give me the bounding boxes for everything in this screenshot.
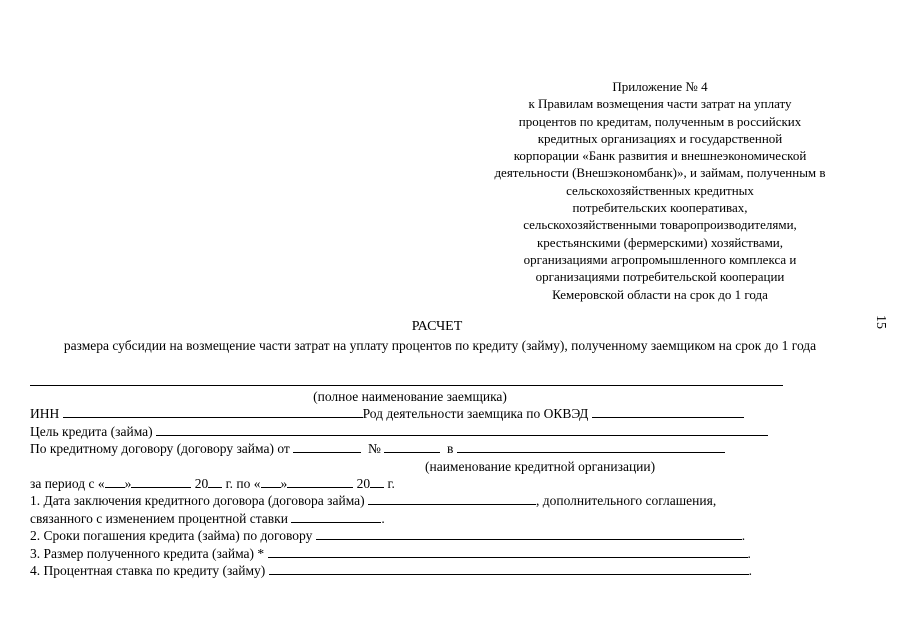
bank-name-field[interactable] — [457, 440, 725, 453]
repayment-terms-field[interactable] — [316, 527, 742, 540]
appendix-line: Кемеровской области на срок до 1 года — [552, 286, 768, 302]
dot: . — [748, 562, 753, 578]
item-4-label: 4. Процентная ставка по кредиту (займу) — [30, 562, 266, 578]
item-3-label: 3. Размер полученного кредита (займа) * — [30, 545, 265, 561]
period-to-month-field[interactable] — [287, 475, 353, 488]
agreement-number-field[interactable] — [384, 440, 440, 453]
item-3-row — [30, 545, 790, 562]
purpose-row — [30, 423, 790, 440]
appendix-line: деятельности (Внешэкономбанк)», и займам, полученным в — [494, 165, 826, 181]
document-title: РАСЧЕТ — [411, 319, 463, 334]
agreement-date-field[interactable] — [293, 440, 361, 453]
appendix-line: сельскохозяйственными товаропроизводителями, — [523, 217, 797, 233]
period-from-month-field[interactable] — [131, 475, 191, 488]
appendix-line: корпорации «Банк развития и внешнеэкономической — [513, 148, 807, 164]
year-prefix: 20 — [194, 475, 209, 491]
appendix-line: потребительских кооперативах, — [572, 200, 748, 216]
appendix-header — [455, 78, 865, 303]
document-subtitle: размера субсидии на возмещение части затрат на уплату процентов по кредиту (займу), полученному заемщиком на срок до 1 года — [63, 338, 817, 353]
dot: . — [381, 510, 385, 526]
agreement-label: По кредитному договору (договору займа) от — [30, 441, 290, 457]
inn-label: ИНН — [30, 406, 60, 422]
appendix-line: крестьянскими (фермерскими) хозяйствами, — [536, 234, 784, 250]
appendix-line: к Правилам возмещения части затрат на уплату — [528, 96, 792, 112]
item-1-label: 1. Дата заключения кредитного договора (договора займа) — [30, 493, 365, 509]
period-row — [30, 475, 790, 492]
page-number: 15 — [873, 315, 888, 329]
period-to-label: г. по « — [222, 475, 261, 491]
bank-caption-row — [30, 458, 790, 475]
borrower-caption-row — [30, 388, 790, 405]
okved-label: Род деятельности заемщика по ОКВЭД — [362, 406, 589, 422]
appendix-line: организациями агропромышленного комплекса и — [523, 251, 797, 267]
agreement-row — [30, 440, 790, 457]
year-prefix-2: 20 — [356, 475, 371, 491]
calculation-form — [30, 388, 790, 579]
appendix-line: организациями потребительской кооперации — [535, 269, 785, 285]
year-suffix: г. — [384, 475, 395, 491]
period-from-day-field[interactable] — [105, 475, 125, 488]
item-4-row — [30, 562, 790, 579]
period-to-year-field[interactable] — [370, 475, 384, 488]
quote-close-2: » — [280, 475, 288, 491]
borrower-name-line — [30, 385, 783, 386]
inn-field[interactable] — [63, 405, 363, 418]
item-1-suffix: , дополнительного соглашения, — [536, 493, 717, 509]
quote-close: » — [124, 475, 132, 491]
item-2-row — [30, 527, 790, 544]
appendix-line: процентов по кредитам, полученным в российских — [518, 113, 802, 129]
dot: . — [741, 528, 746, 544]
period-from-year-field[interactable] — [208, 475, 222, 488]
inn-row — [30, 405, 790, 422]
item-1-continuation-row — [30, 510, 790, 527]
okved-field[interactable] — [592, 405, 744, 418]
bank-caption: (наименование кредитной организации) — [425, 458, 656, 474]
appendix-line: Приложение № 4 — [612, 79, 708, 94]
item-1-row — [30, 492, 790, 509]
borrower-caption: (полное наименование заемщика) — [313, 389, 507, 404]
item-2-label: 2. Сроки погашения кредита (займа) по договору — [30, 528, 313, 544]
in-label: в — [446, 441, 454, 457]
interest-rate-field[interactable] — [269, 562, 749, 575]
item-1-continuation: связанного с изменением процентной ставки — [30, 510, 288, 526]
purpose-label: Цель кредита (займа) — [30, 423, 153, 439]
appendix-line: кредитных организациях и государственной — [537, 130, 783, 146]
number-label: № — [367, 441, 381, 457]
rate-change-field[interactable] — [291, 510, 381, 523]
agreement-conclusion-date-field[interactable] — [368, 492, 536, 505]
purpose-field[interactable] — [156, 423, 768, 436]
dot: . — [747, 545, 751, 561]
period-to-day-field[interactable] — [261, 475, 281, 488]
loan-amount-field[interactable] — [268, 545, 748, 558]
period-from-label: за период с « — [30, 475, 105, 491]
appendix-line: сельскохозяйственных кредитных — [566, 182, 754, 198]
